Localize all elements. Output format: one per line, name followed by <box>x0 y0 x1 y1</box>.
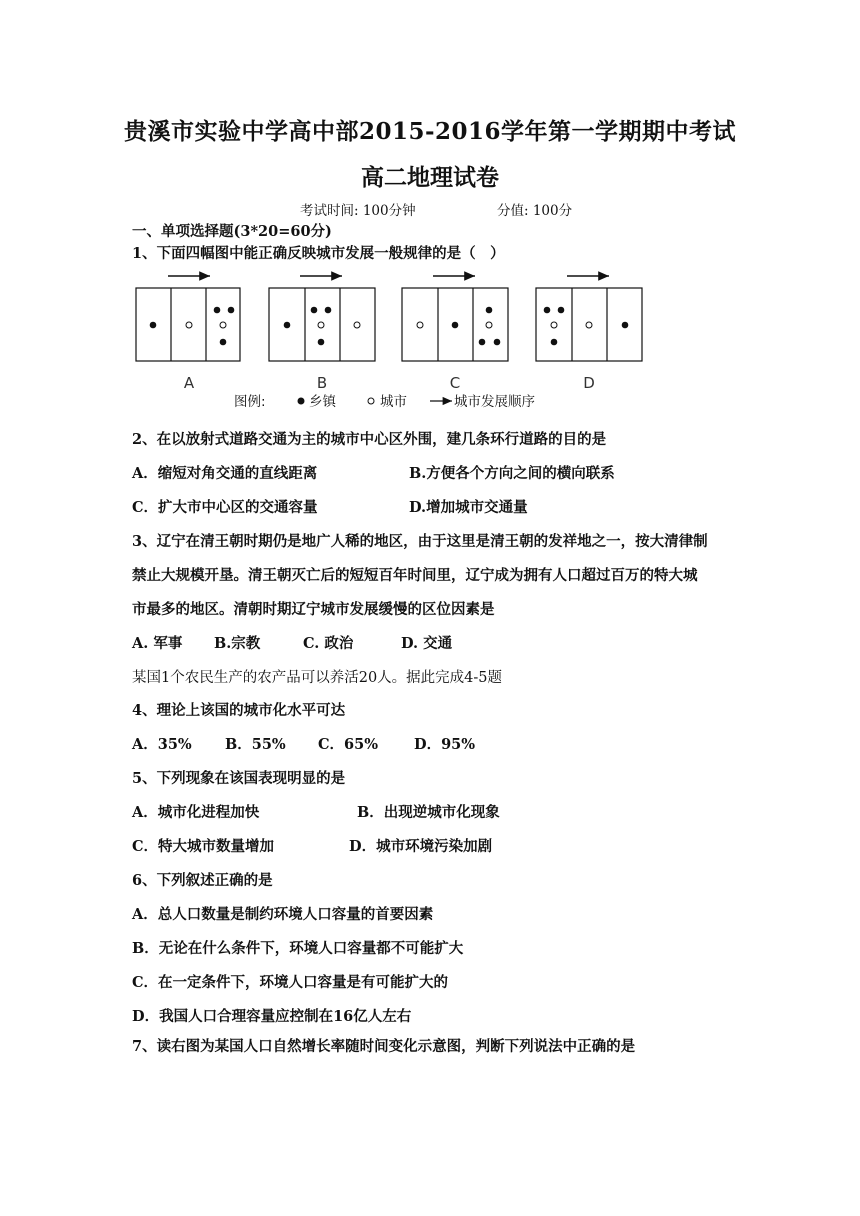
q3-stem-line1: 3、辽宁在清王朝时期仍是地广人稀的地区，由于这里是清王朝的发祥地之一，按大清律制 <box>132 533 708 550</box>
q4-option-d: D．95% <box>414 736 476 753</box>
panel-label-b: B <box>316 374 328 392</box>
legend-town: 乡镇 <box>309 394 336 410</box>
q6-option-b: B．无论在什么条件下，环境人口容量都不可能扩大 <box>132 940 464 957</box>
q2-option-a: A．缩短对角交通的直线距离 <box>132 465 318 482</box>
q5-option-a: A．城市化进程加快 <box>132 804 260 821</box>
town-icon <box>220 339 227 346</box>
panel-label-d: D <box>583 374 595 392</box>
q4-5-context: 某国1个农民生产的农产品可以养活20人。据此完成4-5题 <box>132 670 503 686</box>
q3-stem-line2: 禁止大规模开垦。清王朝灭亡后的短短百年时间里，辽宁成为拥有人口超过百万的特大城 <box>132 567 698 584</box>
q3-option-a: A. 军事 <box>132 635 183 652</box>
town-icon <box>452 322 459 329</box>
q2-option-d: D.增加城市交通量 <box>409 499 528 516</box>
town-icon <box>479 339 486 346</box>
section-heading: 一、单项选择题(3*20=60分) <box>132 223 332 240</box>
panel-label-c: C <box>449 374 461 392</box>
city-icon <box>368 398 374 404</box>
q4-option-c: C．65% <box>318 736 378 753</box>
panel-d <box>536 276 642 392</box>
city-icon <box>220 322 226 328</box>
exam-score: 分值: 100分 <box>497 203 573 219</box>
town-icon <box>214 307 221 314</box>
q2-stem: 2、在以放射式道路交通为主的城市中心区外围，建几条环行道路的目的是 <box>132 431 607 448</box>
q7-stem: 7、读右图为某国人口自然增长率随时间变化示意图，判断下列说法中正确的是 <box>132 1038 636 1055</box>
q3-stem-line3: 市最多的地区。清朝时期辽宁城市发展缓慢的区位因素是 <box>132 601 495 618</box>
q4-option-b: B．55% <box>225 736 286 753</box>
q3-option-d: D. 交通 <box>401 635 453 652</box>
q3-option-b: B.宗教 <box>214 635 261 652</box>
city-icon <box>186 322 192 328</box>
town-icon <box>325 307 332 314</box>
legend-title: 图例: <box>234 394 266 410</box>
legend <box>234 393 535 410</box>
town-icon <box>228 307 235 314</box>
q1-diagram <box>130 266 650 416</box>
town-icon <box>622 322 629 329</box>
q4-stem: 4、理论上该国的城市化水平可达 <box>132 702 346 719</box>
q5-option-d: D．城市环境污染加剧 <box>349 838 493 855</box>
town-icon <box>150 322 157 329</box>
town-icon <box>298 398 305 405</box>
q4-option-a: A．35% <box>132 736 192 753</box>
q6-option-c: C．在一定条件下，环境人口容量是有可能扩大的 <box>132 974 449 991</box>
q6-option-a: A．总人口数量是制约环境人口容量的首要因素 <box>132 906 434 923</box>
q2-option-b: B.方便各个方向之间的横向联系 <box>409 465 615 482</box>
exam-time: 考试时间: 100分钟 <box>300 203 416 219</box>
panel-b <box>269 276 375 392</box>
city-icon <box>318 322 324 328</box>
q6-stem: 6、下列叙述正确的是 <box>132 872 273 889</box>
town-icon <box>551 339 558 346</box>
city-icon <box>486 322 492 328</box>
town-icon <box>284 322 291 329</box>
legend-order: 城市发展顺序 <box>454 394 535 410</box>
city-icon <box>417 322 423 328</box>
q2-option-c: C．扩大市中心区的交通容量 <box>132 499 318 516</box>
legend-city: 城市 <box>380 394 407 410</box>
town-icon <box>558 307 565 314</box>
town-icon <box>544 307 551 314</box>
panel-c <box>402 276 508 392</box>
panel-a <box>136 276 240 392</box>
q5-option-b: B．出现逆城市化现象 <box>357 804 500 821</box>
town-icon <box>494 339 501 346</box>
panel-label-a: A <box>183 374 195 392</box>
q5-option-c: C．特大城市数量增加 <box>132 838 275 855</box>
town-icon <box>318 339 325 346</box>
town-icon <box>486 307 493 314</box>
q1-stem: 1、下面四幅图中能正确反映城市发展一般规律的是（ ） <box>132 245 505 262</box>
city-icon <box>551 322 557 328</box>
q3-option-c: C. 政治 <box>303 635 354 652</box>
town-icon <box>311 307 318 314</box>
q5-stem: 5、下列现象在该国表现明显的是 <box>132 770 346 787</box>
exam-subtitle: 高二地理试卷 <box>361 164 499 191</box>
city-icon <box>586 322 592 328</box>
city-icon <box>354 322 360 328</box>
exam-title: 贵溪市实验中学高中部2015-2016学年第一学期期中考试 <box>123 118 737 145</box>
q6-option-d: D．我国人口合理容量应控制在16亿人左右 <box>132 1008 412 1025</box>
